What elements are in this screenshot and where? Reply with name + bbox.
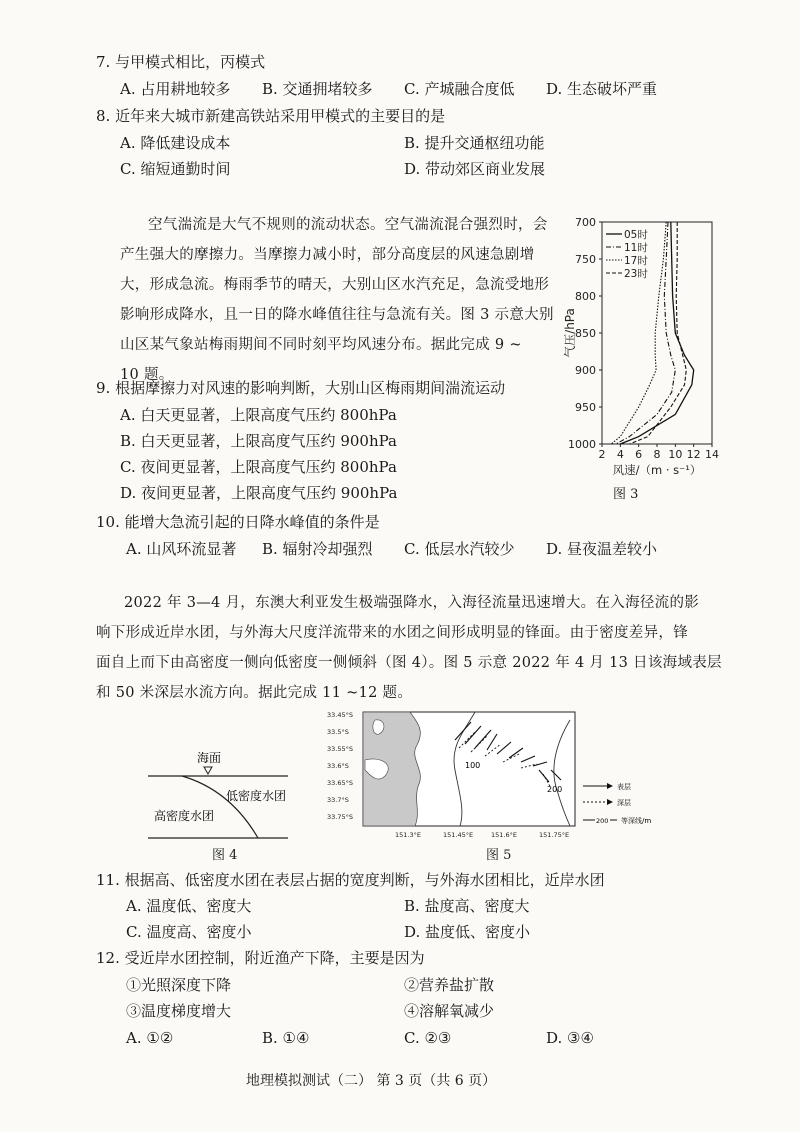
page-footer: 地理模拟测试（二） 第 3 页（共 6 页） [246,1073,497,1089]
passage-2-line: 响下形成近岸水团，与外海大尺度洋流带来的水团之间形成明显的锋面。由于密度差异，锋 [96,625,688,641]
x-tick-label: 4 [616,448,624,461]
passage-1-line: 山区某气象站梅雨期间不同时刻平均风速分布。据此完成 9 ~ [120,337,522,353]
lon-tick-label: 151.3°E [395,831,421,839]
x-tick-label: 12 [686,448,701,461]
figure-5-current-map [325,700,685,845]
q12-option-c: C. ②③ [404,1029,452,1047]
x-axis-label: 风速/（m · s⁻¹） [612,463,702,477]
q12-statement-3: ③温度梯度增大 [126,1002,232,1020]
lat-tick-label: 33.45°S [327,711,353,719]
y-tick-label: 800 [575,290,596,303]
x-tick-label: 14 [705,448,719,461]
passage-1-line: 影响形成降水，且一日的降水峰值往往与急流有关。图 3 示意大别 [120,307,554,323]
q12-statement-4: ④溶解氧减少 [404,1002,495,1020]
latitude-tick-labels [327,711,353,821]
lat-tick-label: 33.6°S [327,762,349,770]
plot-frame [602,222,712,444]
passage-1-line: 10 题。 [120,367,174,383]
figure-4-caption: 图 4 [212,848,238,863]
low-density-label: 低密度水团 [226,789,287,803]
q12-option-b: B. ①④ [262,1029,310,1047]
q8-option-c: C. 缩短通勤时间 [120,160,231,178]
q7-option-b: B. 交通拥堵较多 [262,80,373,98]
legend-label: 23时 [624,268,648,280]
isobath-100-label: 100 [465,761,481,770]
q7-option-a: A. 占用耕地较多 [120,80,231,98]
q9-option-a: A. 白天更显著，上限高度气压约 800hPa [120,406,397,424]
q9-option-b: B. 白天更显著，上限高度气压约 900hPa [120,432,397,450]
lon-tick-label: 151.45°E [443,831,474,839]
q10-stem: 10. 能增大急流引起的日降水峰值的条件是 [96,513,380,531]
q7-stem: 7. 与甲模式相比，丙模式 [96,53,266,71]
q7-option-c: C. 产城融合度低 [404,80,515,98]
water-level-marker-icon [204,767,212,774]
y-tick-label: 750 [575,253,596,266]
x-tick-label: 2 [598,448,606,461]
q11-option-a: A. 温度低、密度大 [126,897,252,915]
q8-option-a: A. 降低建设成本 [120,134,231,152]
isobath-200-label: 200 [547,785,563,794]
passage-2-line: 和 50 米深层水流方向。据此完成 11 ~12 题。 [96,685,413,701]
legend-label: 17时 [624,255,648,267]
passage-2-line: 面自上而下由高密度一侧向低密度一侧倾斜（图 4）。图 5 示意 2022 年 4 月 13 日该海域表层 [96,655,722,671]
lat-tick-label: 33.65°S [327,779,353,787]
figure-5-caption: 图 5 [486,848,512,863]
lon-tick-label: 151.75°E [539,831,570,839]
figure-3-caption: 图 3 [613,487,639,502]
q10-option-d: D. 昼夜温差较小 [546,540,658,558]
q8-option-b: B. 提升交通枢纽功能 [404,134,545,152]
q9-stem: 9. 根据摩擦力对风速的影响判断，大别山区梅雨期间湍流运动 [96,379,506,397]
x-tick-label: 10 [668,448,683,461]
legend-label: 05时 [624,229,648,241]
lat-tick-label: 33.7°S [327,796,349,804]
y-tick-label: 1000 [568,438,596,451]
lon-tick-label: 151.6°E [491,831,517,839]
q11-option-d: D. 盐度低、密度小 [404,923,531,941]
passage-1-line: 产生强大的摩擦力。当摩擦力减小时，部分高度层的风速急剧增 [120,247,535,263]
figure-4-density-front-diagram [140,745,300,845]
q7-option-d: D. 生态破坏严重 [546,80,658,98]
q10-option-b: B. 辐射冷却强烈 [262,540,373,558]
figure-5-legend [583,782,651,825]
legend-surface-label: 表层 [617,783,631,791]
q12-statement-1: ①光照深度下降 [126,976,232,994]
q10-option-a: A. 山风环流显著 [126,540,237,558]
passage-1-line: 大，形成急流。梅雨季节的晴天，大别山区水汽充足，急流受地形 [120,277,550,293]
lat-tick-label: 33.55°S [327,745,353,753]
x-tick-label: 6 [635,448,643,461]
sea-surface-label: 海面 [197,751,222,765]
legend-label: 11时 [624,242,648,254]
q10-option-c: C. 低层水汽较少 [404,540,515,558]
figure-3-wind-profile-chart [560,212,740,512]
q11-option-c: C. 温度高、密度小 [126,923,252,941]
q8-option-d: D. 带动郊区商业发展 [404,160,546,178]
passage-1-line: 空气湍流是大气不规则的流动状态。空气湍流混合强烈时，会 [148,217,548,233]
high-density-label: 高密度水团 [154,809,215,823]
q11-stem: 11. 根据高、低密度水团在表层占据的宽度判断，与外海水团相比，近岸水团 [96,871,605,889]
legend-isobath-value: 200 [596,817,609,825]
y-tick-label: 900 [575,364,596,377]
passage-2-line: 2022 年 3—4 月，东澳大利亚发生极端强降水，入海径流量迅速增大。在入海径流的影 [124,595,700,611]
lat-tick-label: 33.75°S [327,813,353,821]
y-axis-label: 气压/hPa [563,308,577,358]
q12-stem: 12. 受近岸水团控制，附近渔产下降，主要是因为 [96,949,425,967]
q8-stem: 8. 近年来大城市新建高铁站采用甲模式的主要目的是 [96,107,446,125]
q9-option-d: D. 夜间更显著，上限高度气压约 900hPa [120,484,398,502]
x-tick-label: 8 [653,448,661,461]
y-tick-label: 850 [575,327,596,340]
legend-deep-label: 深层 [617,799,631,807]
y-tick-label: 700 [575,216,596,229]
q11-option-b: B. 盐度高、密度大 [404,897,530,915]
legend-isobath-label: 等深线/m [621,817,652,825]
front-line [182,776,258,838]
longitude-tick-labels [395,831,569,839]
q12-option-a: A. ①② [126,1029,174,1047]
q12-statement-2: ②营养盐扩散 [404,976,495,994]
lat-tick-label: 33.5°S [327,728,349,736]
q12-option-d: D. ③④ [546,1029,594,1047]
q9-option-c: C. 夜间更显著，上限高度气压约 800hPa [120,458,397,476]
y-tick-label: 950 [575,401,596,414]
